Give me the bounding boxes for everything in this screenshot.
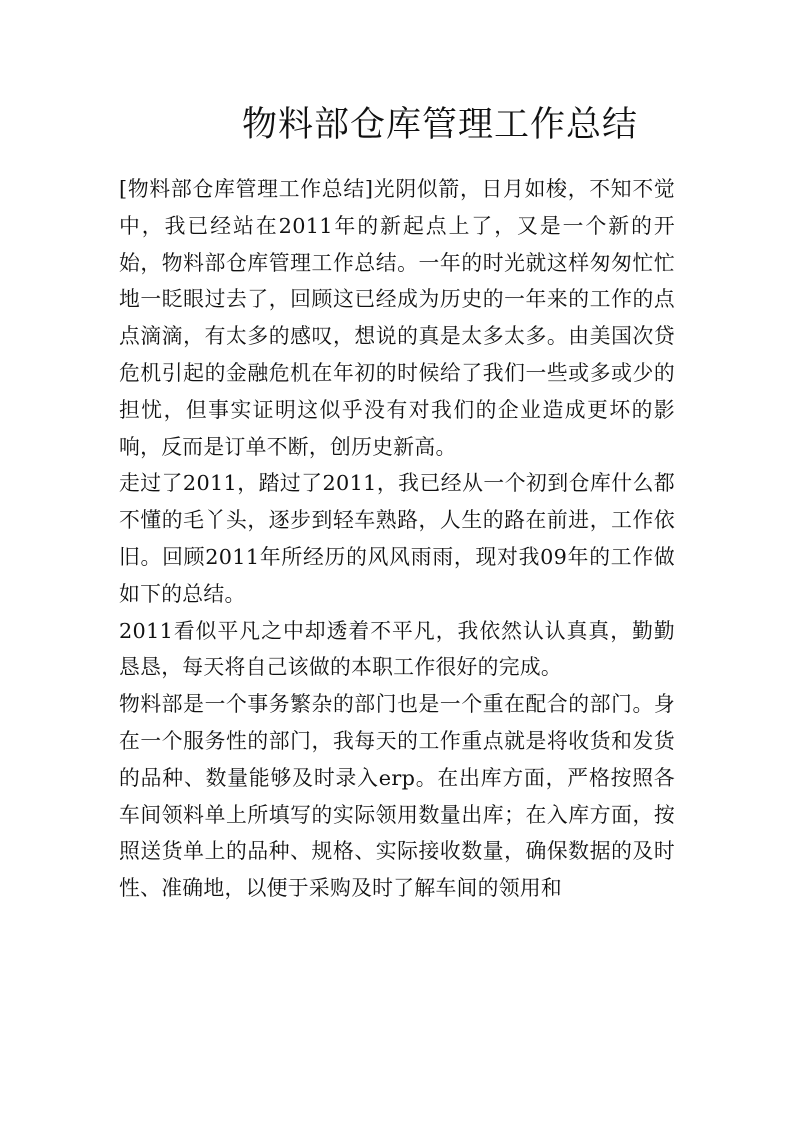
paragraph-2: 走过了2011，踏过了2011，我已经从一个初到仓库什么都不懂的毛丫头，逐步到轻车熟路，人生的路在前进，工作依旧。回顾2011年所经历的风风雨雨，现对我09年的工作做如下的总结。 xyxy=(119,471,675,606)
paragraph-1: [物料部仓库管理工作总结]光阴似箭，日月如梭，不知不觉中，我已经站在2011年的新起点上了，又是一个新的开始，物料部仓库管理工作总结。一年的时光就这样匆匆忙忙地一眨眼过去了，回顾这已经成为历史的一年来的工作的点点滴滴，有太多的感叹，想说的真是太多太多。由美国次贷危机引起的金融危机在年初的时候给了我们一些或多或少的担忧，但事实证明这似乎没有对我们的企业造成更坏的影响，反而是订单不断，创历史新高。 xyxy=(119,177,675,459)
document-body xyxy=(119,171,675,907)
paragraph-3: 2011看似平凡之中却透着不平凡，我依然认认真真，勤勤恳恳，每天将自己该做的本职工作很好的完成。 xyxy=(119,618,675,680)
paragraph-4: 物料部是一个事务繁杂的部门也是一个重在配合的部门。身在一个服务性的部门，我每天的工作重点就是将收货和发货的品种、数量能够及时录入erp。在出库方面，严格按照各车间领料单上所填写的实际领用数量出库；在入库方面，按照送货单上的品种、规格、实际接收数量，确保数据的及时性、准确地，以便于采购及时了解车间的领用和 xyxy=(119,692,675,901)
document-title: 物料部仓库管理工作总结 xyxy=(241,105,638,145)
